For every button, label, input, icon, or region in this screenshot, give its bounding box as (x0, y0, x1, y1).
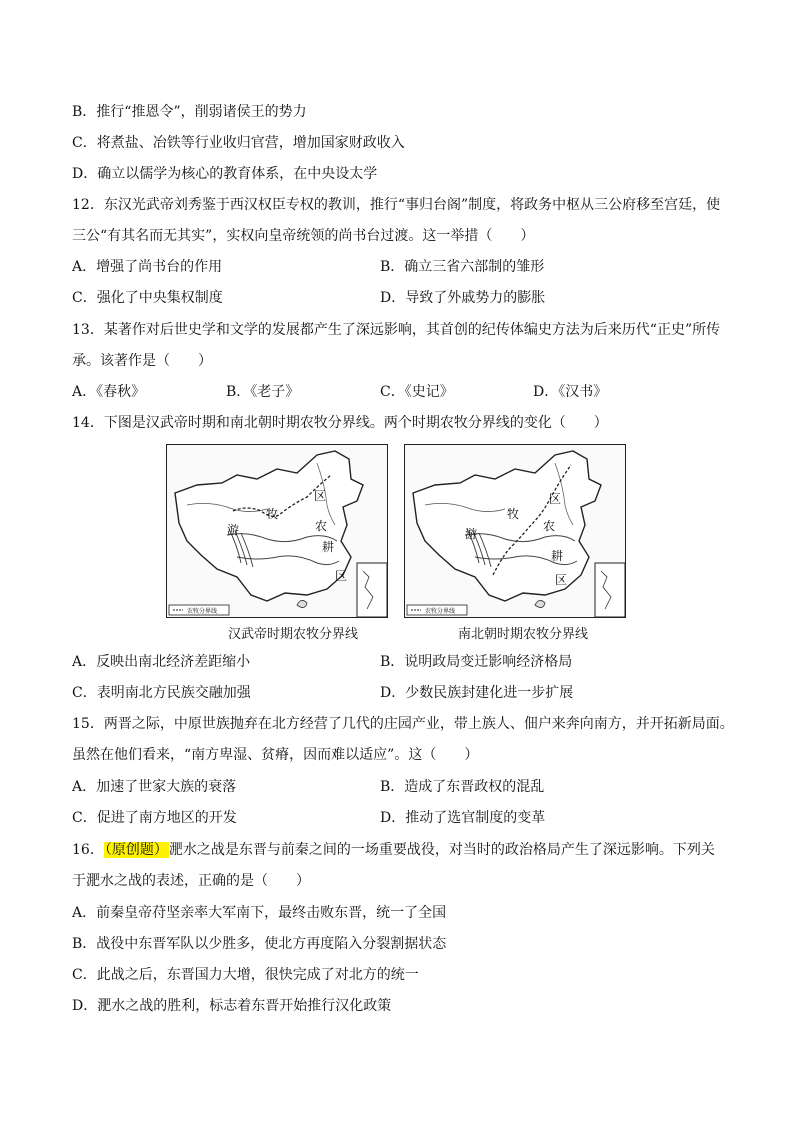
map-nanbeichao-label-qu-south: 区 (555, 573, 568, 587)
q14-option-d: D．少数民族封建化进一步扩展 (380, 685, 574, 701)
q11-option-c: C．将煮盐、冶铁等行业收归官营，增加国家财政收入 (72, 135, 405, 151)
map-nanbeichao-drawing (405, 445, 625, 617)
q12-option-b: B．确立三省六部制的雏形 (380, 259, 545, 275)
q16-stem-line2: 于淝水之战的表述，正确的是（ ） (72, 873, 310, 889)
q12-stem-line1: 12．东汉光武帝刘秀鉴于西汉权臣专权的教训，推行“事归台阁”制度，将政务中枢从三公府移至宫廷，使 (72, 197, 721, 213)
map-han-wudi-label-qu-north: 区 (314, 489, 327, 503)
q16-original-tag: （原创题） (104, 842, 168, 858)
q14-option-a: A．反映出南北经济差距缩小 (72, 654, 251, 670)
map-nanbeichao-legend: 农牧分界线 (425, 608, 456, 615)
map-han-wudi-legend: 农牧分界线 (187, 608, 218, 615)
q13-option-c: C．《史记》 (380, 384, 454, 400)
q14-stem: 14．下图是汉武帝时期和南北朝时期农牧分界线。两个时期农牧分界线的变化（ ） (72, 415, 608, 431)
q16-stem-line1 (72, 840, 715, 860)
q15-option-c: C．促进了南方地区的开发 (72, 810, 237, 826)
q15-stem-line2: 虽然在他们看来，“南方卑湿、贫瘠，因而难以适应”。这（ ） (72, 747, 479, 763)
q12-stem-line2: 三公“有其名而无其实”，实权向皇帝统领的尚书台过渡。这一举措（ ） (72, 228, 535, 244)
map-nanbeichao-label-geng: 耕 (551, 549, 564, 563)
map-nanbeichao-label-nong: 农 (543, 519, 556, 533)
q14-option-b: B．说明政局变迁影响经济格局 (380, 654, 573, 670)
map-han-wudi-label-nong: 农 (315, 519, 328, 533)
q12-option-a: A．增强了尚书台的作用 (72, 259, 223, 275)
q15-option-b: B．造成了东晋政权的混乱 (380, 779, 545, 795)
q16-number: 16． (72, 842, 104, 858)
q16-option-d: D．淝水之战的胜利，标志着东晋开始推行汉化政策 (72, 998, 392, 1014)
map-han-wudi-label-qu-south: 区 (335, 569, 348, 583)
map-han-wudi-caption: 汉武帝时期农牧分界线 (228, 627, 359, 642)
q16-option-a: A．前秦皇帝苻坚亲率大军南下，最终击败东晋，统一了全国 (72, 905, 447, 921)
q15-stem-line1: 15．两晋之际，中原世族抛弃在北方经营了几代的庄园产业，带上族人、佃户来奔向南方，并开拓新局面。 (72, 716, 734, 732)
q12-option-c: C．强化了中央集权制度 (72, 290, 223, 306)
q12-option-d: D．导致了外戚势力的膨胀 (380, 290, 546, 306)
map-nanbeichao (404, 444, 626, 618)
q11-option-b: B．推行“推恩令”，削弱诸侯王的势力 (72, 104, 307, 120)
q16-option-c: C．此战之后，东晋国力大增，很快完成了对北方的统一 (72, 967, 419, 983)
q13-stem-line2: 承。该著作是（ ） (72, 353, 212, 369)
map-nanbeichao-caption: 南北朝时期农牧分界线 (458, 627, 589, 642)
q11-option-d: D．确立以儒学为核心的教育体系，在中央设太学 (72, 166, 378, 182)
q15-option-d: D．推动了选官制度的变革 (380, 810, 546, 826)
q13-option-a: A．《春秋》 (72, 384, 146, 400)
q16-option-b: B．战役中东晋军队以少胜多，使北方再度陷入分裂割据状态 (72, 936, 447, 952)
map-nanbeichao-label-mu: 牧 (507, 507, 520, 521)
q13-option-b: B．《老子》 (226, 384, 300, 400)
q13-stem-line1: 13．某著作对后世史学和文学的发展都产生了深远影响，其首创的纪传体编史方法为后来历代“正史”所传 (72, 322, 721, 338)
map-han-wudi (166, 444, 388, 618)
q13-option-d: D．《汉书》 (533, 384, 608, 400)
map-nanbeichao-label-you: 游 (465, 527, 478, 541)
map-nanbeichao-label-qu-north: 区 (549, 492, 562, 506)
map-han-wudi-drawing (167, 445, 387, 617)
map-han-wudi-label-you: 游 (227, 523, 240, 537)
map-han-wudi-label-geng: 耕 (322, 540, 335, 554)
map-han-wudi-label-mu: 牧 (266, 507, 279, 521)
q16-stem-text: 淝水之战是东晋与前秦之间的一场重要战役，对当时的政治格局产生了深远影响。下列关 (168, 842, 715, 858)
q15-option-a: A．加速了世家大族的衰落 (72, 779, 237, 795)
q14-option-c: C．表明南北方民族交融加强 (72, 685, 251, 701)
